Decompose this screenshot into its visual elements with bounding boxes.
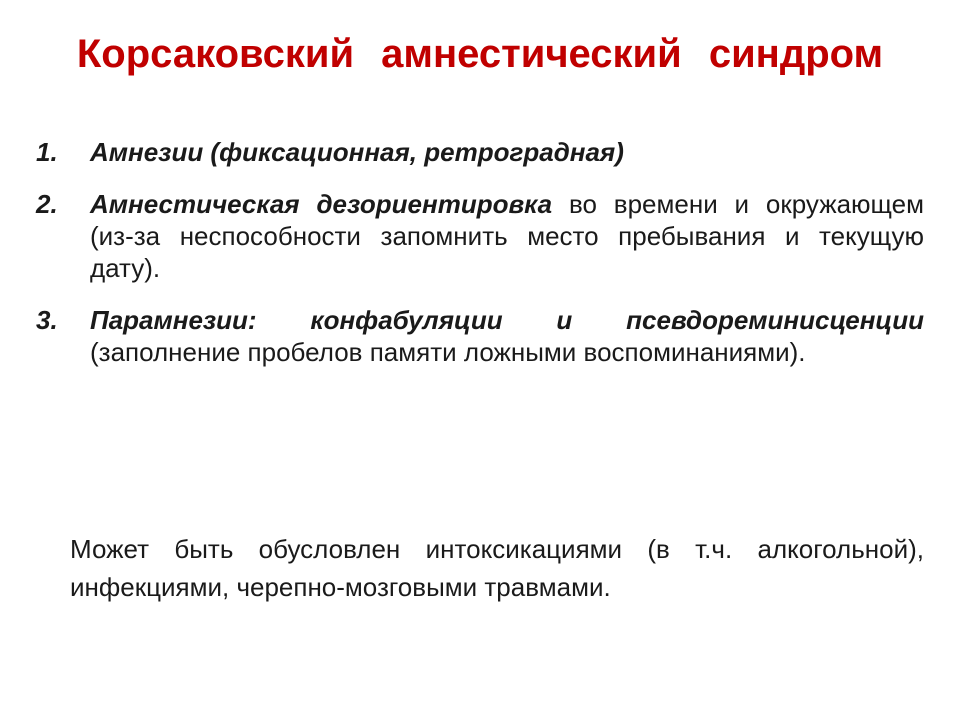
list-item-number: 3.	[36, 305, 58, 335]
list-item-number: 1.	[36, 137, 58, 167]
list-item-number: 2.	[36, 189, 58, 219]
list-item-text: во времени и окружающем (из-за неспособности запомнить место пребывания и текущую дату).	[90, 189, 924, 283]
slide-title: Корсаковский амнестический синдром	[76, 32, 884, 76]
etiology-note: Может быть обусловлен интоксикациями (в т.ч. алкогольной), инфекциями, черепно-мозговыми травмами.	[70, 534, 924, 602]
list-item	[36, 304, 924, 368]
list-item-lead: Амнестическая дезориентировка	[90, 189, 553, 219]
list-item	[36, 188, 924, 284]
list-item	[36, 136, 924, 168]
list-item-text: (заполнение пробелов памяти ложными воспоминаниями).	[90, 337, 806, 367]
list-item-lead: Парамнезии: конфабуляции и псевдореминисценции	[90, 305, 924, 335]
symptom-list	[36, 136, 924, 388]
list-item-lead: Амнезии (фиксационная, ретроградная)	[90, 137, 624, 167]
